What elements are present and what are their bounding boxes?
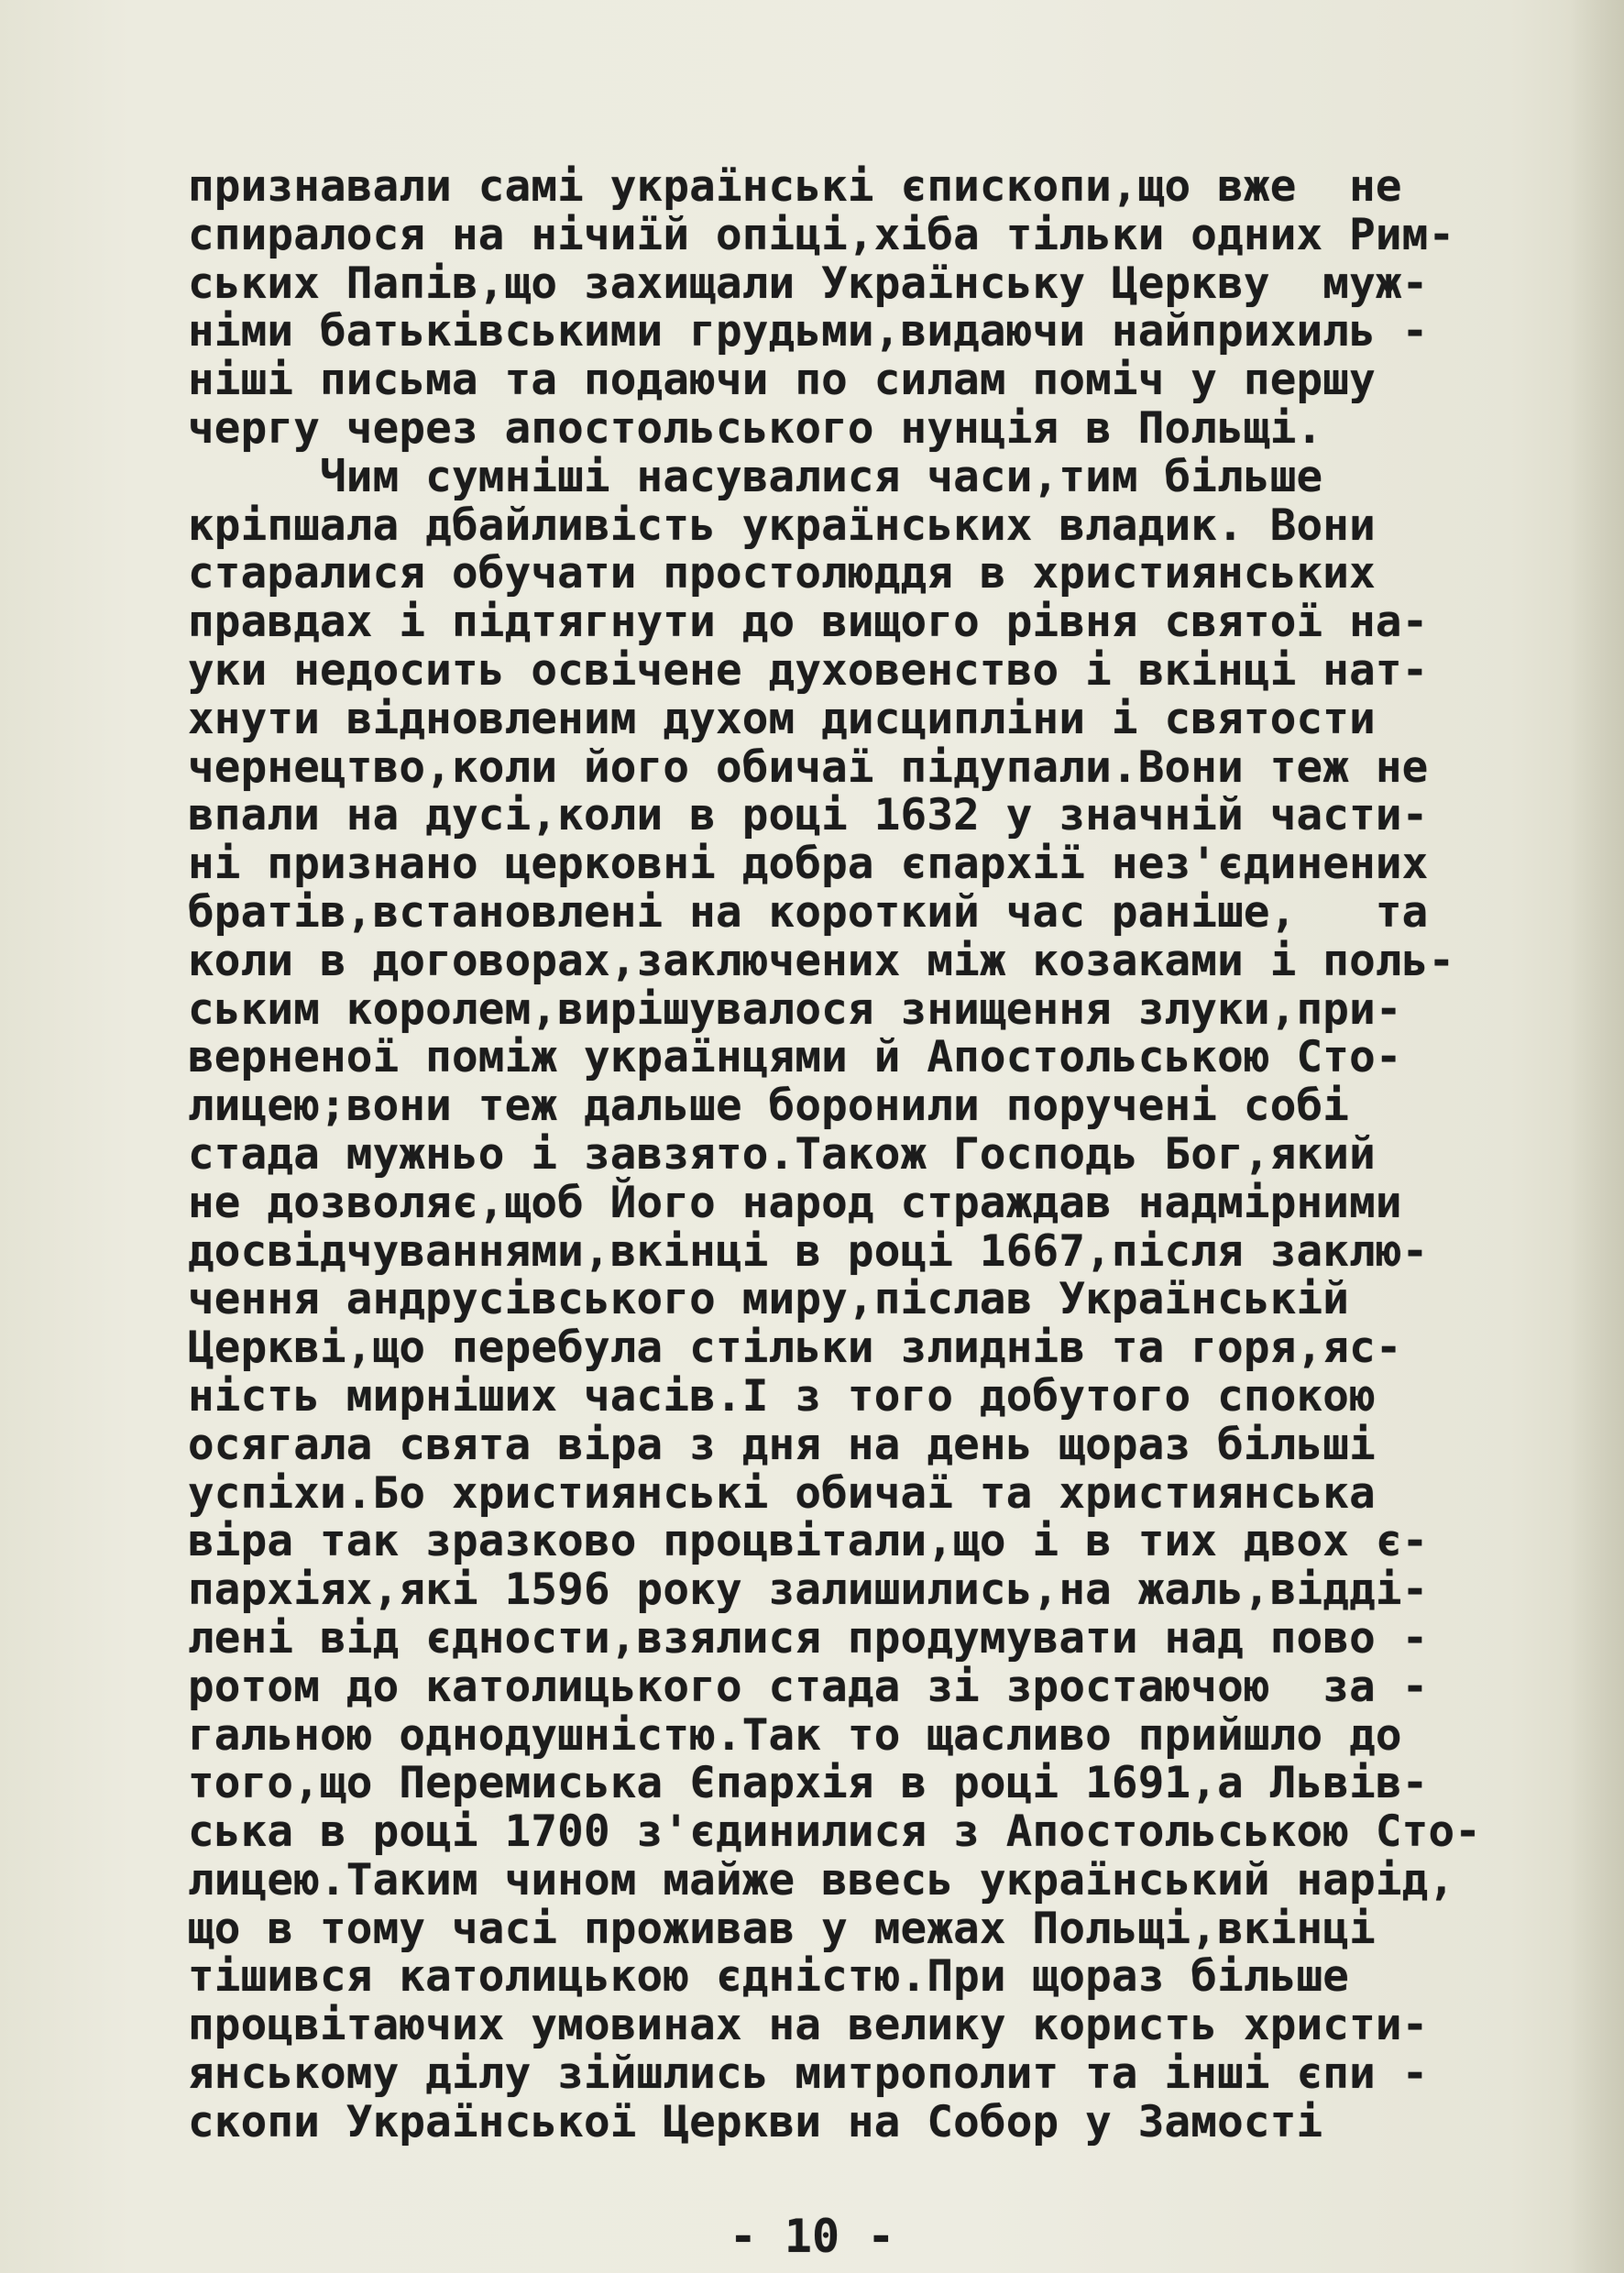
text-line: ротом до католицького стада зі зростаючою за - bbox=[188, 1661, 1429, 1712]
text-line: лені від єдности,взялися продумувати над пово - bbox=[188, 1612, 1429, 1664]
text-line: ні признано церковні добра єпархії нез'єдинених bbox=[188, 839, 1429, 890]
text-line: правдах і підтягнути до вищого рівня святої на- bbox=[188, 597, 1429, 648]
text-line: Чим сумніші насувалися часи,тим більше bbox=[188, 451, 1323, 502]
text-line: тішився католицькою єдністю.При щораз більше bbox=[188, 1951, 1350, 2003]
text-line: віра так зразково процвітали,що і в тих двох є- bbox=[188, 1516, 1429, 1567]
text-line: впали на дусі,коли в році 1632 у значній части- bbox=[188, 790, 1429, 841]
text-line: старалися обучати простолюддя в християнських bbox=[188, 548, 1376, 599]
page-number: - 10 - bbox=[729, 2210, 895, 2263]
text-line: успіхи.Бо християнські обичаї та християнська bbox=[188, 1467, 1376, 1519]
text-line: янському ділу зійшлись митрополит та інші єпи - bbox=[188, 2048, 1429, 2100]
text-line: ським королем,вирішувалося знищення злуки,при- bbox=[188, 983, 1402, 1035]
text-line: лицею;вони теж дальше боронили поручені собі bbox=[188, 1081, 1350, 1132]
text-line: хнути відновленим духом дисципліни і святости bbox=[188, 693, 1376, 744]
text-line: гальною однодушністю.Так то щасливо прийшло до bbox=[188, 1709, 1402, 1761]
text-line: ська в році 1700 з'єдинилися з Апостольською Сто- bbox=[188, 1806, 1482, 1858]
text-line: признавали самі українські єпископи,що вже не bbox=[188, 161, 1402, 212]
text-line: спиралося на нічиїй опіці,хіба тільки одних Рим- bbox=[188, 209, 1455, 260]
text-line: чення андрусівського миру,післав Українській bbox=[188, 1274, 1350, 1325]
text-line: чернецтво,коли його обичаї підупали.Вони теж не bbox=[188, 741, 1429, 793]
text-line: осягала свята віра з дня на день щораз більші bbox=[188, 1419, 1376, 1470]
text-line: ність мирніших часів.І з того добутого спокою bbox=[188, 1370, 1376, 1422]
text-line: скопи Української Церкви на Собор у Замості bbox=[188, 2096, 1323, 2147]
text-line: ських Папів,що захищали Українську Церкву муж- bbox=[188, 258, 1429, 309]
text-line: стада мужньо і завзято.Також Господь Бог,який bbox=[188, 1128, 1376, 1180]
text-line: верненої поміж українцями й Апостольською Сто- bbox=[188, 1032, 1402, 1083]
text-line: пархіях,які 1596 року залишились,на жаль,відді- bbox=[188, 1565, 1429, 1616]
text-line: чергу через апостольського нунція в Польщі. bbox=[188, 402, 1323, 454]
text-line: коли в договорах,заключених між козаками і поль- bbox=[188, 935, 1455, 986]
text-line: того,що Перемиська Єпархія в році 1691,а Львів- bbox=[188, 1758, 1429, 1809]
text-line: Церкві,що перебула стільки злиднів та горя,яс- bbox=[188, 1323, 1402, 1374]
text-line: ніші письма та подаючи по силам поміч у першу bbox=[188, 355, 1376, 406]
text-line: досвідчуваннями,вкінці в році 1667,після заклю- bbox=[188, 1225, 1429, 1277]
text-line: уки недосить освічене духовенство і вкінці нат- bbox=[188, 644, 1429, 696]
text-line: що в тому часі проживав у межах Польщі,вкінці bbox=[188, 1903, 1376, 1954]
text-line: братів,встановлені на короткий час раніше, та bbox=[188, 886, 1429, 938]
text-line: не дозволяє,щоб Його народ страждав надмірними bbox=[188, 1177, 1402, 1228]
typewritten-text-block bbox=[188, 163, 1581, 2147]
text-line: кріпшала дбайливість українських владик. Вони bbox=[188, 500, 1376, 551]
text-line: німи батьківськими грудьми,видаючи найприхиль - bbox=[188, 306, 1429, 357]
text-line: процвітаючих умовинах на велику користь христи- bbox=[188, 2000, 1429, 2051]
text-line: лицею.Таким чином майже ввесь український нарід, bbox=[188, 1854, 1455, 1905]
